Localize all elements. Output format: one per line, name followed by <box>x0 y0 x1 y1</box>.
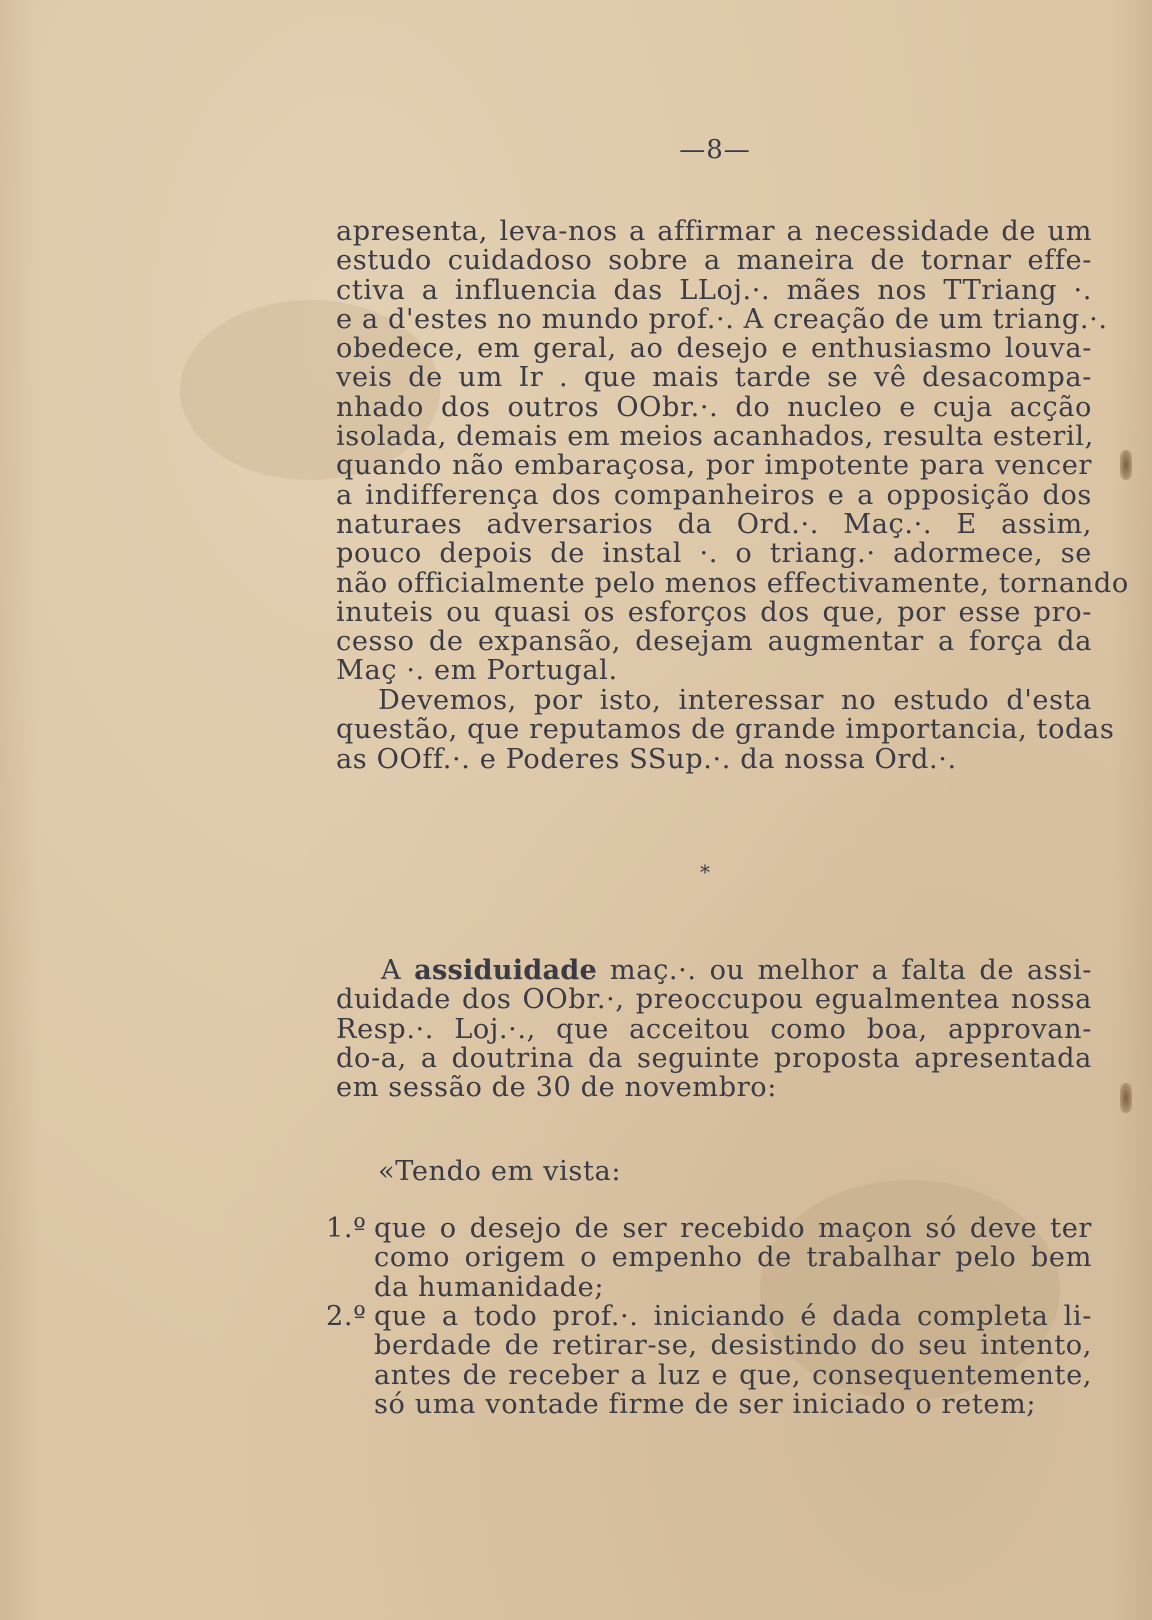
binding-hole-icon <box>1120 450 1132 480</box>
text-line: berdade de retirar-se, desistindo do seu intento, <box>374 1330 1092 1362</box>
section-separator: * <box>700 860 710 884</box>
text-line: Maç ·. em Portugal. <box>336 655 618 687</box>
page-number: —8— <box>679 135 751 165</box>
quote-intro-block <box>336 1157 1092 1186</box>
text-line: como origem o empenho de trabalhar pelo bem <box>374 1242 1092 1274</box>
text-line: da humanidade; <box>374 1271 605 1303</box>
text-line: Resp.·. Loj.·., que acceitou como boa, approvan- <box>336 1013 1092 1045</box>
text-line: e a d'estes no mundo prof.·. A creação de um triang.·. <box>336 303 1108 335</box>
text-line: Devemos, por isto, interessar no estudo d'esta <box>378 685 1092 716</box>
binding-hole-icon <box>1120 1083 1132 1113</box>
list-item-body <box>374 1214 1092 1302</box>
text-line: ctiva a influencia das LLoj.·. mães nos TTriang ·. <box>336 274 1092 306</box>
text-line: questão, que reputamos de grande importancia, todas <box>336 714 1115 746</box>
text-line: que a todo prof.·. iniciando é dada completa li- <box>374 1301 1092 1332</box>
text-line: nhado dos outros OObr.·. do nucleo e cuja acção <box>336 391 1092 423</box>
text-line: que o desejo de ser recebido maçon só deve ter <box>374 1213 1092 1244</box>
text-line: não officialmente pelo menos effectivamente, tornando <box>336 567 1129 599</box>
text-fragment: maç.·. ou melhor a falta de assi- <box>609 955 1092 986</box>
text-fragment: A <box>381 955 402 986</box>
text-line: veis de um Ir . que mais tarde se vê desacompa- <box>336 362 1092 394</box>
text-line: cesso de expansão, desejam augmentar a força da <box>336 626 1092 658</box>
text-line: naturaes adversarios da Ord.·. Maç.·. E assim, <box>336 508 1092 540</box>
text-line: pouco depois de instal ·. o triang.· adormece, se <box>336 538 1092 570</box>
text-line: apresenta, leva-nos a affirmar a necessidade de um <box>336 216 1092 247</box>
paragraph-1 <box>336 216 1129 687</box>
text-line: do-a, a doutrina da seguinte proposta apresentada <box>336 1042 1092 1074</box>
text-line: obedece, em geral, ao desejo e enthusiasmo louva- <box>336 333 1092 365</box>
quote-intro: «Tendo em vista: <box>378 1156 622 1187</box>
text-line: a indifferença dos companheiros e a opposição dos <box>336 479 1092 511</box>
list-item <box>326 1214 1092 1302</box>
text-line <box>336 956 1092 985</box>
list-number: 2.º <box>326 1301 367 1332</box>
text-line: antes de receber a luz e que, consequentemente, <box>374 1359 1092 1391</box>
text-line: inuteis ou quasi os esforços dos que, por esse pro- <box>336 596 1092 628</box>
text-line: duidade dos OObr.·, preoccupou egualmentea nossa <box>336 984 1092 1016</box>
emphasis-term: assiduidade <box>414 954 597 986</box>
list-item <box>326 1302 1092 1419</box>
paragraph-2 <box>336 685 1115 775</box>
text-line: isolada, demais em meios acanhados, resulta esteril, <box>336 421 1094 453</box>
list-number: 1.º <box>326 1213 367 1244</box>
paragraph-3 <box>336 956 1092 1102</box>
text-line: em sessão de 30 de novembro: <box>336 1072 778 1104</box>
list-item-body <box>374 1302 1092 1419</box>
text-line: quando não embaraçosa, por impotente para vencer <box>336 450 1092 482</box>
text-line: só uma vontade firme de ser iniciado o retem; <box>374 1388 1037 1420</box>
text-line: estudo cuidadoso sobre a maneira de tornar effe- <box>336 245 1092 277</box>
text-line: as OOff.·. e Poderes SSup.·. da nossa Ord.·. <box>336 743 957 775</box>
